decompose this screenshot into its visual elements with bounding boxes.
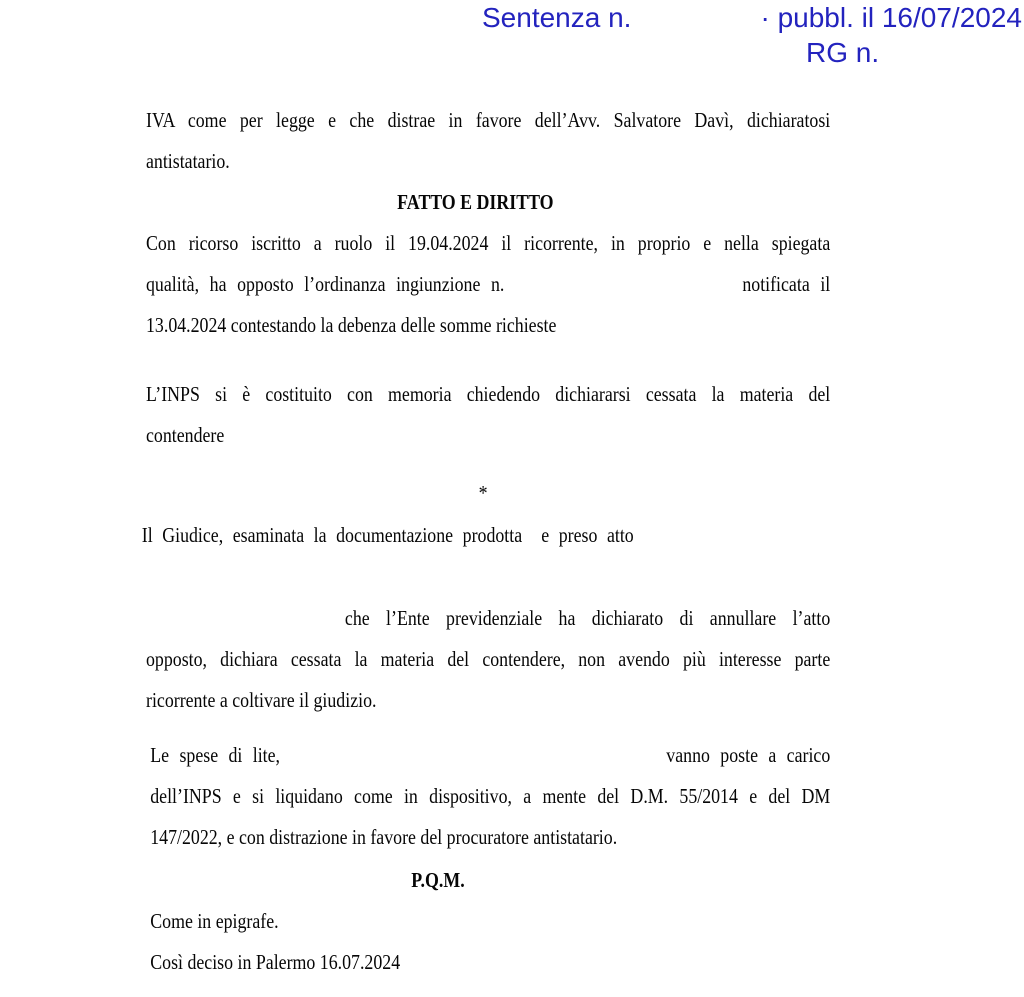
para-ricorso-line2 — [146, 264, 830, 305]
judgment-body — [141, 0, 831, 983]
para-cessazione-line2: opposto, dichiara cessata la materia del contendere, non avendo più interesse parte — [146, 647, 831, 671]
para-inps-line1: L’INPS si è costituito con memoria chiedendo dichiararsi cessata la materia del — [146, 382, 831, 406]
para-ricorso-line3: 13.04.2024 contestando la debenza delle somme richieste — [146, 313, 557, 337]
para-spese-line1-before-gap: Le spese di lite, — [150, 743, 281, 767]
separator-star: * — [478, 481, 488, 505]
para-iva-line2: antistatario. — [146, 149, 230, 173]
para-spese-line1-after-gap: vanno poste a carico — [666, 743, 831, 767]
sentenza-number-label: Sentenza n. — [482, 2, 632, 33]
para-iva-line1: IVA come per legge e che distrae in favore dell’Avv. Salvatore Davì, dichiaratosi — [146, 108, 831, 132]
heading-fatto-e-diritto: FATTO E DIRITTO — [397, 190, 554, 214]
para-giudice: Il Giudice, esaminata la documentazione prodotta e preso atto — [141, 523, 634, 547]
para-ricorso-line2-before-gap: qualità, ha opposto l’ordinanza ingiunzione n. — [146, 272, 505, 296]
para-cessazione-line1: che l’Ente previdenziale ha dichiarato di annullare l’atto — [344, 606, 831, 630]
para-inps-line2: contendere — [146, 423, 225, 447]
heading-pqm: P.Q.M. — [411, 868, 465, 892]
para-ricorso-line2-after-gap: notificata il — [742, 272, 831, 296]
para-spese-line2: dell’INPS e si liquidano come in dispositivo, a mente del D.M. 55/2014 e del DM — [150, 784, 831, 808]
rg-number-label: RG n. — [806, 37, 880, 68]
para-deciso: Così deciso in Palermo 16.07.2024 — [150, 950, 401, 974]
para-epigrafe: Come in epigrafe. — [150, 909, 279, 933]
para-spese-line1 — [150, 735, 830, 776]
publication-date-label: · pubbl. il 16/07/2024 — [760, 2, 1022, 33]
redacted-ordinance-number-gap — [515, 290, 732, 291]
para-cessazione-line3: ricorrente a coltivare il giudizio. — [146, 688, 377, 712]
para-ricorso-line1: Con ricorso iscritto a ruolo il 19.04.2024 il ricorrente, in proprio e nella spiegata — [146, 231, 831, 255]
redacted-amount-gap — [290, 761, 655, 762]
para-spese-line3: 147/2022, e con distrazione in favore del procuratore antistatario. — [150, 825, 618, 849]
